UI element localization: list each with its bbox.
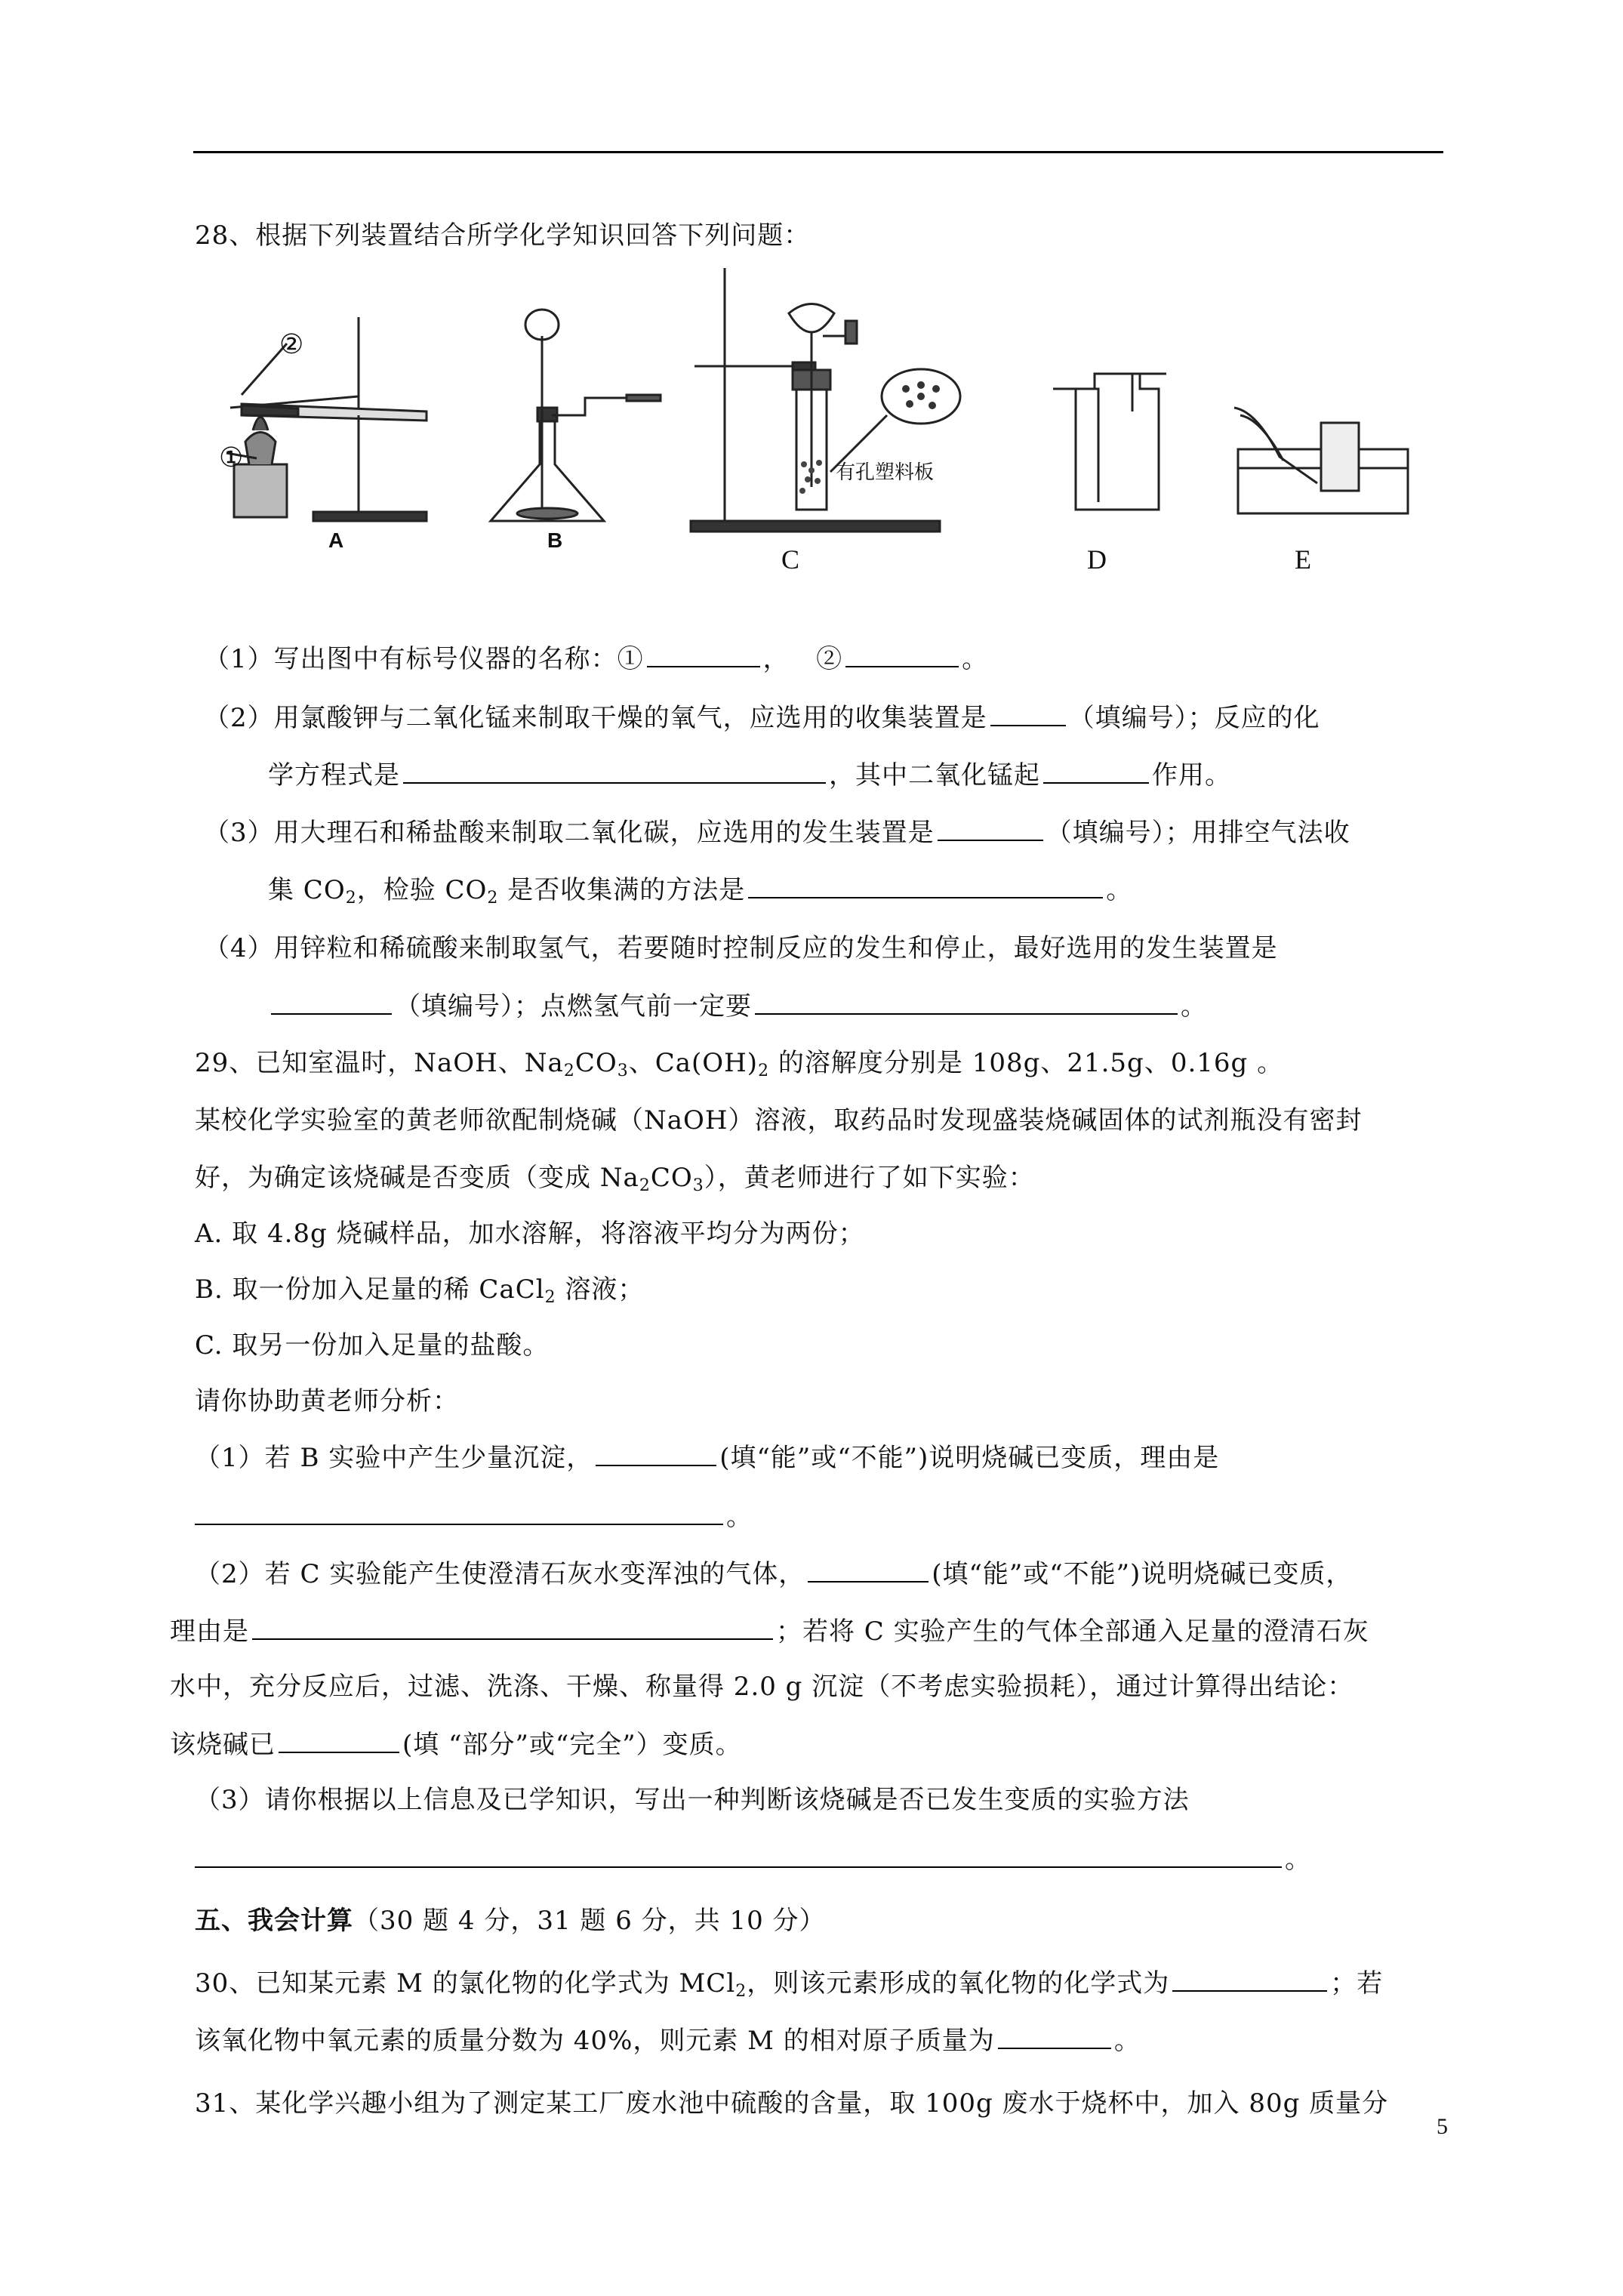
q29-step-b: B. 取一份加入足量的稀 CaCl$_2$ 溶液； (195, 1274, 645, 1307)
q29-step-c: C. 取另一份加入足量的盐酸。 (195, 1330, 550, 1361)
label-b: B (547, 529, 563, 552)
q28-part4-line2: （填编号）；点燃氢气前一定要 。 (268, 989, 1207, 1023)
q29-sub3-line1: （3）请你根据以上信息及已学知识，写出一种判断该烧碱是否已发生变质的实验方法 (195, 1785, 1190, 1815)
q29-sub1-line1: （1）若 B 实验中产生少量沉淀， (填“能”或“不能”)说明烧碱已变质，理由是 (195, 1441, 1219, 1475)
q28-part3-line1: （3）用大理石和稀盐酸来制取二氧化碳，应选用的发生装置是 （填编号）；用排空气法收 (204, 815, 1350, 849)
q28-part2-line2: 学方程式是 ，其中二氧化锰起 作用。 (268, 758, 1231, 792)
plate-label: 有孔塑料板 (836, 461, 935, 484)
section5-heading: 五、我会计算（30 题 4 分，31 题 6 分，共 10 分） (195, 1906, 826, 1936)
marker-1: ① (219, 442, 244, 473)
q29-sub2-line4: 该烧碱已 (填 “部分”或“完全”）变质。 (170, 1727, 742, 1761)
q29-ask: 请你协助黄老师分析： (195, 1386, 459, 1416)
q29-line3: 好，为确定该烧碱是否变质（变成 $Na_2CO_3$），黄老师进行了如下实验： (195, 1163, 1035, 1195)
page-number: 5 (1437, 2114, 1448, 2139)
q29-sub2-line3: 水中，充分反应后，过滤、洗涤、干燥、称量得 2.0 g 沉淀（不考虑实验损耗），通过计算得出结论： (170, 1672, 1354, 1702)
q28-part2-line1: （2）用氯酸钾与二氧化锰来制取干燥的氧气，应选用的收集装置是 （填编号）；反应的化 (204, 701, 1320, 735)
q28-part4-line1: （4）用锌粒和稀硫酸来制取氢气，若要随时控制反应的发生和停止，最好选用的发生装置是 (204, 933, 1278, 963)
q28-title: 28、根据下列装置结合所学化学知识回答下列问题： (195, 220, 811, 251)
q29-sub3-line2: 。 (195, 1842, 1311, 1876)
label-d: D (1087, 544, 1107, 575)
label-e: E (1295, 544, 1311, 575)
q29-line2: 某校化学实验室的黄老师欲配制烧碱（NaOH）溶液，取药品时发现盛装烧碱固体的试剂瓶没有密封 (195, 1105, 1363, 1136)
q29-step-a: A. 取 4.8g 烧碱样品，加水溶解，将溶液平均分为两份； (195, 1219, 865, 1249)
apparatus-drawing (208, 260, 1415, 593)
label-a: A (328, 529, 344, 552)
q29-sub2-line1: （2）若 C 实验能产生使澄清石灰水变浑浊的气体， (填“能”或“不能”)说明烧碱已变质， (195, 1557, 1352, 1591)
q30-line1: 30、已知某元素 M 的氯化物的化学式为 MCl$_2$，则该元素形成的氧化物的化学式为 ；若 (195, 1966, 1383, 2000)
q29-sub1-line2: 。 (195, 1499, 753, 1533)
label-c: C (781, 544, 800, 575)
q28-part1: （1）写出图中有标号仪器的名称：① ， ② 。 (204, 642, 988, 676)
q28-part3-line2: 集 $CO_2$，检验 $CO_2$ 是否收集满的方法是 。 (268, 873, 1132, 907)
marker-2: ② (279, 329, 304, 359)
q29-sub2-line2: 理由是 ；若将 C 实验产生的气体全部通入足量的澄清石灰 (170, 1614, 1369, 1648)
q31-line1: 31、某化学兴趣小组为了测定某工厂废水池中硫酸的含量，取 100g 废水于烧杯中，加入 80g 质量分 (195, 2088, 1389, 2119)
apparatus-figure (208, 260, 1415, 593)
header-rule (193, 151, 1443, 153)
q30-line2: 该氧化物中氧元素的质量分数为 40%，则元素 M 的相对原子质量为 。 (195, 2023, 1141, 2057)
q29-line1: 29、已知室温时，NaOH、$Na_2CO_3$、$Ca(OH)_2$ 的溶解度分别是 108g、21.5g、0.16g 。 (195, 1048, 1284, 1080)
